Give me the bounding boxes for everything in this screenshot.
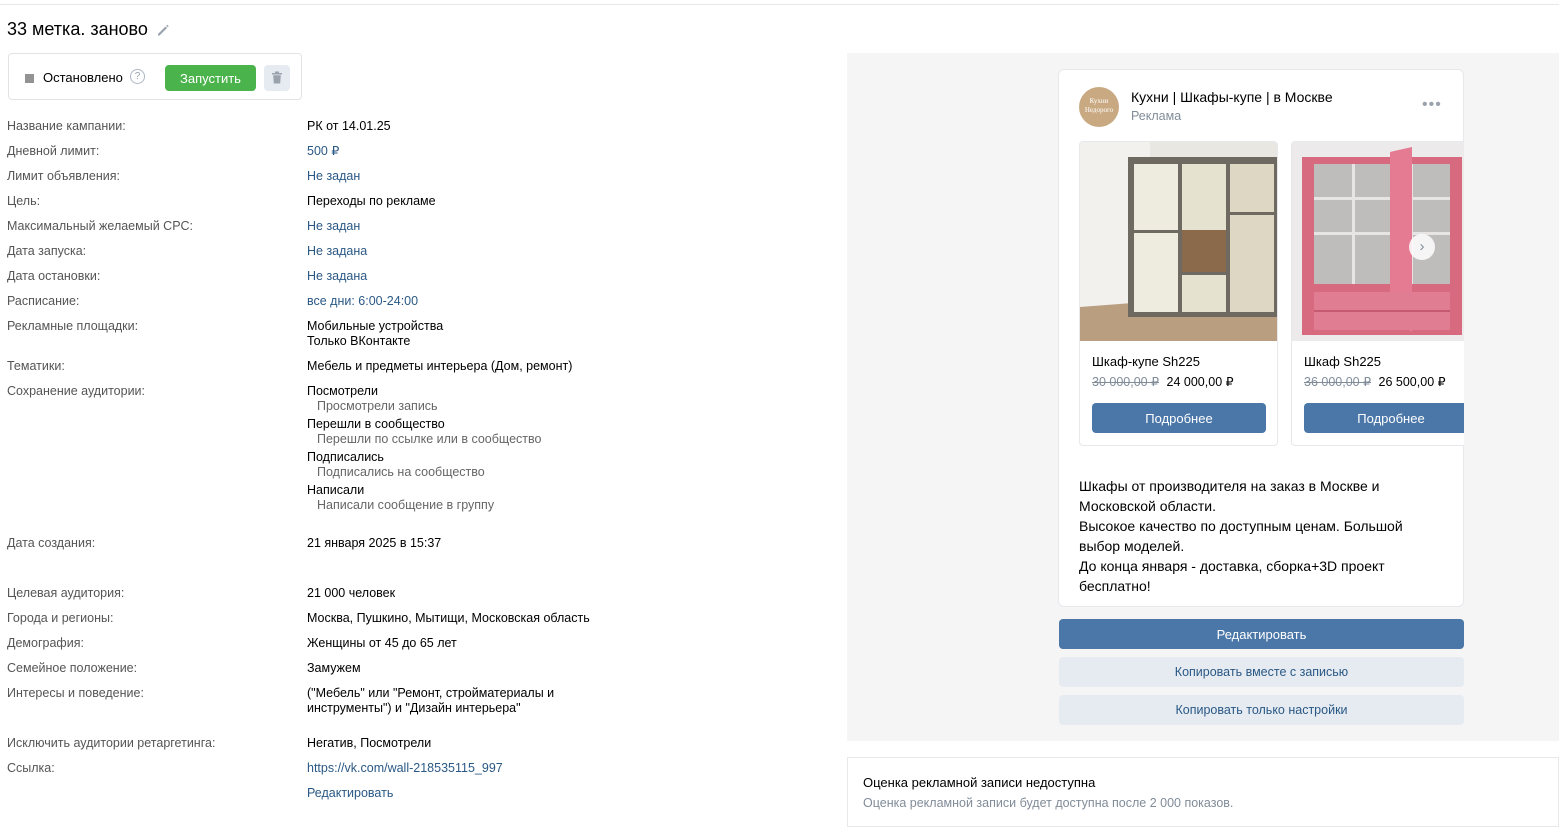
stopped-icon [25, 74, 34, 83]
evaluation-sub: Оценка рекламной записи будет доступна после 2 000 показов. [863, 796, 1234, 810]
product-card[interactable]: Шкаф Sh225 36 000,00 ₽ 26 500,00 ₽ Подробнее [1291, 141, 1464, 446]
daily-limit-link[interactable]: 500 ₽ [307, 144, 340, 158]
schedule-link[interactable]: все дни: 6:00-24:00 [307, 294, 419, 308]
edit-link[interactable]: Редактировать [307, 786, 394, 800]
pencil-icon[interactable] [156, 23, 170, 37]
run-button[interactable]: Запустить [165, 65, 256, 91]
stop-date-link[interactable]: Не задана [307, 269, 368, 283]
trash-icon [271, 71, 283, 84]
delete-button[interactable] [264, 65, 290, 91]
chevron-right-icon[interactable]: › [1409, 234, 1435, 260]
audience-item-title: Перешли в сообщество [307, 417, 445, 431]
product-carousel [1079, 141, 1464, 447]
product-more-button[interactable]: Подробнее [1304, 403, 1464, 433]
audience-item-sub: Просмотрели запись [317, 399, 438, 413]
status-text: Остановлено [43, 70, 123, 85]
start-date-link[interactable]: Не задана [307, 244, 368, 258]
audience-item-title: Подписались [307, 450, 384, 464]
product-more-button[interactable]: Подробнее [1092, 403, 1266, 433]
post-link[interactable]: https://vk.com/wall-218535115_997 [307, 761, 503, 775]
product-card[interactable]: Шкаф-купе Sh225 30 000,00 ₽ 24 000,00 ₽ Подробнее [1079, 141, 1278, 446]
old-price: 30 000,00 ₽ [1092, 375, 1160, 389]
edit-button[interactable]: Редактировать [1059, 619, 1464, 649]
more-icon[interactable]: ••• [1422, 96, 1442, 113]
audience-item-title: Посмотрели [307, 384, 378, 398]
audience-item-title: Написали [307, 483, 365, 497]
status-panel [8, 53, 302, 100]
max-cpc-link[interactable]: Не задан [307, 219, 361, 233]
price: 26 500,00 ₽ [1378, 375, 1446, 389]
ad-post-card [1058, 69, 1464, 607]
old-price: 36 000,00 ₽ [1304, 375, 1372, 389]
community-avatar[interactable]: Кухни Недорого [1079, 87, 1119, 127]
top-divider [0, 4, 1559, 5]
evaluation-panel [847, 757, 1559, 827]
help-icon[interactable]: ? [130, 69, 145, 84]
community-name[interactable]: Кухни | Шкафы-купе | в Москве [1131, 89, 1333, 105]
price: 24 000,00 ₽ [1166, 375, 1234, 389]
copy-settings-button[interactable]: Копировать только настройки [1059, 695, 1464, 725]
wardrobe-image [1080, 142, 1277, 341]
page-title: 33 метка. заново [7, 19, 148, 39]
ad-label: Реклама [1131, 109, 1182, 123]
audience-item-sub: Подписались на сообщество [317, 465, 485, 479]
pink-wardrobe-image [1292, 142, 1464, 341]
ad-text: Шкафы от производителя на заказ в Москве и Московской области. Высокое качество по доступным ценам. Большой выбор моделей. До конца января - доставка, сборка+3D проект бесплатно! [1079, 478, 1403, 594]
copy-with-post-button[interactable]: Копировать вместе с записью [1059, 657, 1464, 687]
evaluation-title: Оценка рекламной записи недоступна [863, 775, 1096, 790]
audience-item-sub: Написали сообщение в группу [317, 498, 495, 512]
ad-limit-link[interactable]: Не задан [307, 169, 361, 183]
audience-item-sub: Перешли по ссылке или в сообщество [317, 432, 542, 446]
